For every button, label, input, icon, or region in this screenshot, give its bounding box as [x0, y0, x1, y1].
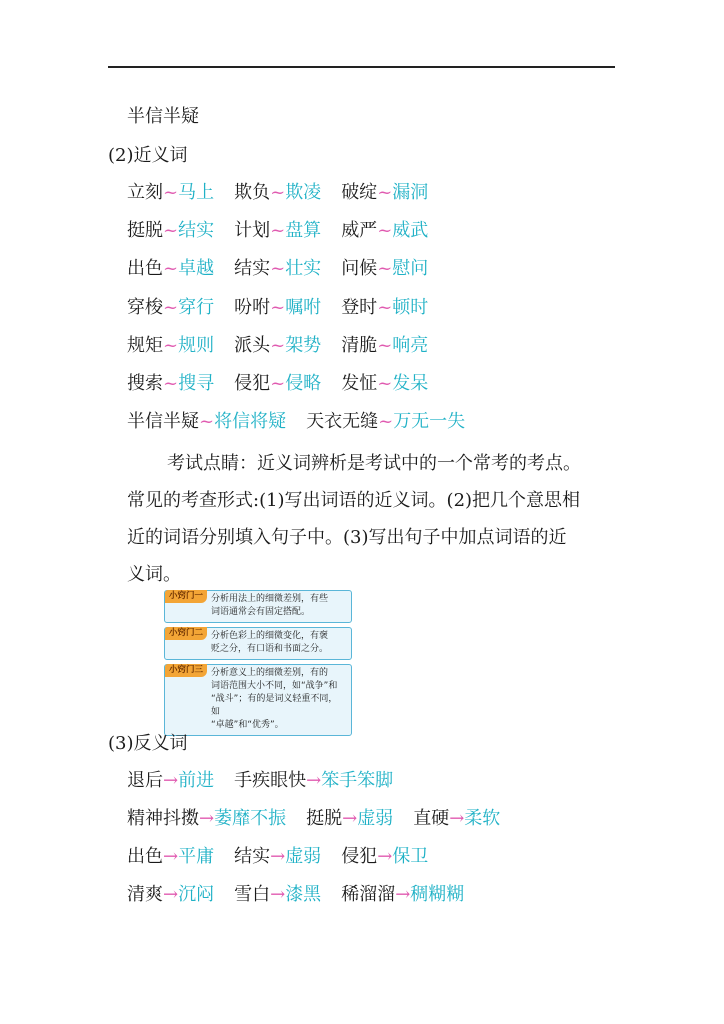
antonyms-heading: (3)反义词 [108, 733, 188, 754]
tip-card [164, 664, 352, 736]
tilde-separator: ~ [270, 182, 286, 203]
answer-word: 万无一失 [393, 411, 466, 433]
answer-word: 顿时 [392, 296, 429, 318]
arrow-icon: → [306, 770, 322, 791]
exam-point-line: 近的词语分别填入句子中。(3)写出句子中加点词语的近 [127, 527, 567, 548]
tip-text: 分析色彩上的细微变化，有褒 [211, 631, 329, 641]
answer-word: 沉闷 [178, 884, 215, 905]
tip-tag: 小窍门三 [165, 664, 207, 677]
word-row [127, 371, 428, 397]
tilde-separator: ~ [378, 411, 394, 433]
answer-word: 盘算 [285, 220, 322, 242]
word-pair [127, 218, 214, 244]
word: 清脆 [341, 334, 378, 356]
word: 精神抖擞 [127, 808, 199, 829]
word: 挺脱 [306, 808, 343, 829]
word: 计划 [234, 220, 271, 242]
word: 问候 [341, 258, 378, 280]
answer-word: 平庸 [178, 846, 215, 867]
tilde-separator: ~ [163, 296, 179, 318]
word: 结实 [234, 846, 271, 867]
answer-word: 笨手笨脚 [321, 770, 394, 791]
tip-tag: 小窍门一 [165, 590, 207, 603]
answer-word: 慰问 [392, 258, 429, 280]
tip-text: 贬之分，有口语和书面之分。 [211, 644, 329, 654]
word: 天衣无缝 [306, 411, 379, 433]
word-pair [341, 180, 428, 206]
word-pair [341, 844, 428, 870]
answer-word: 侵略 [285, 373, 322, 394]
arrow-icon: → [270, 846, 286, 867]
word-pair [234, 882, 321, 908]
answer-word: 搜寻 [178, 373, 215, 394]
word-pair [127, 844, 214, 870]
tip-text: 分析用法上的细微差别，有些 [211, 594, 329, 604]
tilde-separator: ~ [270, 220, 286, 242]
tilde-separator: ~ [270, 296, 286, 318]
answer-word: 壮实 [285, 258, 322, 280]
word-row [127, 768, 393, 794]
tip-text: “卓越”和“优秀”。 [211, 720, 284, 730]
word-row [127, 295, 428, 321]
word-pair [127, 806, 286, 832]
word-row [127, 844, 428, 870]
tilde-separator: ~ [270, 373, 286, 394]
answer-word: 嘱咐 [285, 296, 322, 318]
word: 半信半疑 [127, 411, 199, 433]
word: 发怔 [341, 373, 378, 394]
answer-word: 响亮 [392, 334, 429, 356]
tilde-separator: ~ [199, 411, 215, 433]
word-pair [341, 882, 464, 908]
word-pair [341, 295, 428, 321]
word-pair [306, 409, 465, 435]
word: 立刻 [127, 182, 163, 203]
word: 登时 [341, 296, 378, 318]
tilde-separator: ~ [377, 373, 393, 394]
answer-word: 将信将疑 [214, 411, 287, 433]
word-pair [234, 295, 321, 321]
tilde-separator: ~ [270, 258, 286, 280]
answer-word: 卓越 [178, 258, 215, 280]
word: 侵犯 [341, 846, 378, 867]
tilde-separator: ~ [377, 296, 393, 318]
word-pair [127, 180, 214, 206]
tilde-separator: ~ [163, 373, 179, 394]
word-pair [127, 295, 214, 321]
word: 结实 [234, 258, 271, 280]
word: 破绽 [341, 182, 378, 203]
answer-word: 柔软 [464, 808, 501, 829]
word-pair [234, 180, 321, 206]
word-row [127, 256, 428, 282]
word-pair [341, 218, 428, 244]
answer-word: 虚弱 [357, 808, 394, 829]
word: 派头 [234, 334, 271, 356]
header-rule [108, 66, 615, 68]
exam-point-line: 常见的考查形式:(1)写出词语的近义词。(2)把几个意思相 [127, 490, 581, 511]
word-pair [341, 371, 428, 397]
word-pair [127, 333, 214, 359]
word-pair [127, 882, 214, 908]
answer-word: 穿行 [178, 296, 215, 318]
word-row [127, 333, 428, 359]
tilde-separator: ~ [377, 220, 393, 242]
exam-point-line: 义词。 [127, 564, 181, 585]
tip-text: “战斗”；有的是词义轻重不同，如 [211, 694, 338, 717]
word: 规矩 [127, 334, 163, 356]
word-pair [127, 256, 214, 282]
word-row [127, 180, 428, 206]
word: 手疾眼快 [234, 770, 307, 791]
tip-text: 分析意义上的细微差别，有的 [211, 668, 329, 678]
word-pair [234, 218, 321, 244]
synonyms-heading: (2)近义词 [108, 145, 188, 166]
word-pair [127, 409, 286, 435]
word: 威严 [341, 220, 378, 242]
arrow-icon: → [377, 846, 393, 867]
arrow-icon: → [449, 808, 465, 829]
tip-text: 词语范围大小不同，如“战争”和 [211, 681, 338, 691]
word: 出色 [127, 846, 163, 867]
word-pair [234, 256, 321, 282]
arrow-icon: → [270, 884, 286, 905]
answer-word: 马上 [178, 182, 215, 203]
word-pair [413, 806, 500, 832]
arrow-icon: → [163, 770, 179, 791]
answer-word: 稠糊糊 [410, 884, 465, 905]
tip-tag: 小窍门二 [165, 627, 207, 640]
arrow-icon: → [163, 846, 179, 867]
word-pair [341, 333, 428, 359]
word-pair [234, 371, 321, 397]
tip-card [164, 627, 352, 660]
answer-word: 架势 [285, 334, 322, 356]
tilde-separator: ~ [377, 258, 393, 280]
word: 清爽 [127, 884, 163, 905]
arrow-icon: → [395, 884, 411, 905]
word-pair [127, 768, 214, 794]
word-row [127, 882, 464, 908]
word: 穿梭 [127, 296, 163, 318]
arrow-icon: → [163, 884, 179, 905]
answer-word: 虚弱 [285, 846, 322, 867]
word: 稀溜溜 [341, 884, 396, 905]
top-line: 半信半疑 [127, 106, 199, 127]
word: 吩咐 [234, 296, 271, 318]
tilde-separator: ~ [270, 334, 286, 356]
word: 雪白 [234, 884, 271, 905]
word-pair [234, 333, 321, 359]
arrow-icon: → [199, 808, 215, 829]
word-pair [234, 768, 393, 794]
word: 侵犯 [234, 373, 271, 394]
answer-word: 结实 [178, 220, 215, 242]
tip-card [164, 590, 352, 623]
word: 直硬 [413, 808, 450, 829]
answer-word: 萎靡不振 [214, 808, 287, 829]
tilde-separator: ~ [163, 220, 179, 242]
word-pair [306, 806, 393, 832]
word-row [127, 806, 500, 832]
word-pair [341, 256, 428, 282]
word: 挺脱 [127, 220, 163, 242]
arrow-icon: → [342, 808, 358, 829]
word-pair [234, 844, 321, 870]
word-row [127, 218, 428, 244]
tilde-separator: ~ [163, 258, 179, 280]
tilde-separator: ~ [163, 334, 179, 356]
word-pair [127, 371, 214, 397]
word: 欺负 [234, 182, 271, 203]
tips-box [164, 590, 352, 740]
word: 退后 [127, 770, 163, 791]
tilde-separator: ~ [377, 182, 393, 203]
exam-point-line: 考试点睛：近义词辨析是考试中的一个常考的考点。 [167, 453, 581, 474]
tip-text: 词语通常会有固定搭配。 [211, 607, 311, 617]
answer-word: 威武 [392, 220, 429, 242]
answer-word: 前进 [178, 770, 215, 791]
word: 搜索 [127, 373, 163, 394]
answer-word: 保卫 [392, 846, 429, 867]
word: 出色 [127, 258, 163, 280]
answer-word: 漏洞 [392, 182, 429, 203]
exam-point-paragraph [127, 445, 619, 593]
answer-word: 规则 [178, 334, 215, 356]
tilde-separator: ~ [377, 334, 393, 356]
answer-word: 发呆 [392, 373, 429, 394]
word-row [127, 409, 465, 435]
answer-word: 漆黑 [285, 884, 322, 905]
answer-word: 欺凌 [285, 182, 322, 203]
tilde-separator: ~ [163, 182, 179, 203]
